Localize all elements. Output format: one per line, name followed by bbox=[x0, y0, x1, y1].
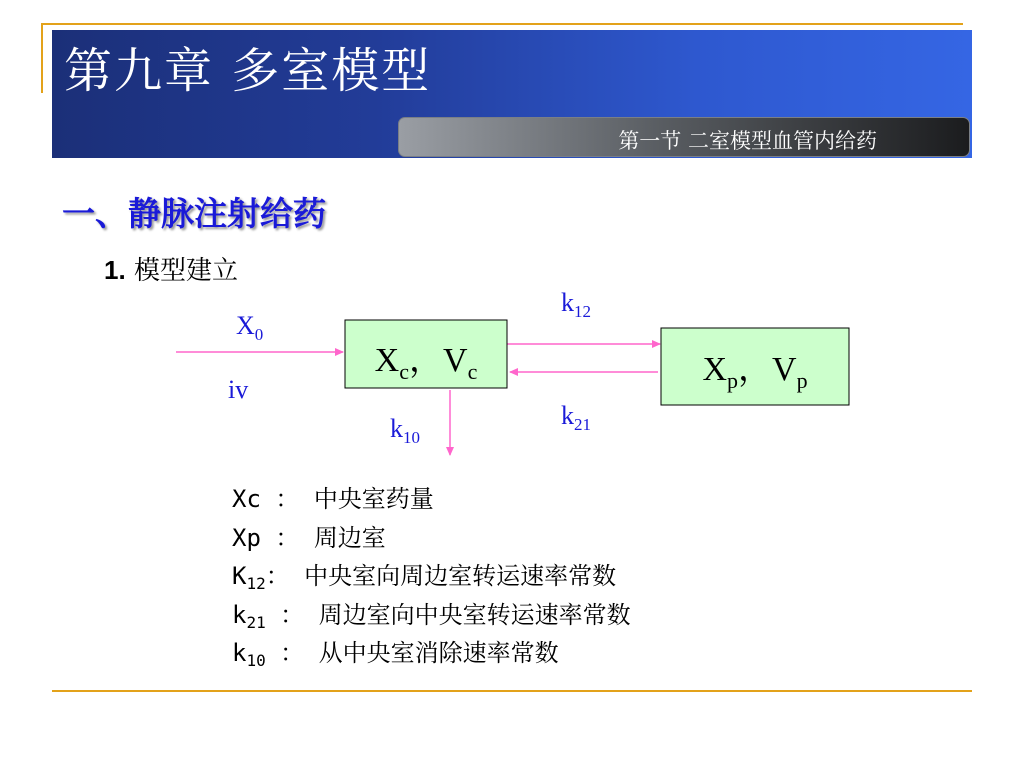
subheading-number: 1. bbox=[104, 255, 126, 285]
section-label-text: 第一节 二室模型血管内给药 bbox=[618, 129, 877, 153]
k21-label: $k_{21}$ bbox=[561, 401, 591, 434]
page-title: 第九章 多室模型 bbox=[64, 43, 432, 99]
route-label: iv bbox=[228, 375, 249, 404]
legend-item-k10: $k_{10}$ ： 从中央室消除速率常数 bbox=[232, 639, 559, 670]
section-heading: 一、静脉注射给药 bbox=[62, 194, 326, 233]
legend-item-xc: Xc ： 中央室药量 bbox=[232, 485, 434, 513]
peripheral-compartment-label: $X_p$，$V_p$ bbox=[702, 351, 808, 393]
dose-label: $X_0$ bbox=[236, 311, 264, 344]
k12-label: $k_{12}$ bbox=[561, 288, 591, 321]
legend-list bbox=[232, 480, 631, 673]
subheading-text: 模型建立 bbox=[125, 256, 238, 286]
legend-item-xp: Xp ： 周边室 bbox=[232, 523, 386, 552]
legend-item-k12: $K_{12}$： 中央室向周边室转运速率常数 bbox=[232, 562, 617, 593]
central-compartment-label: $X_c$，$V_c$ bbox=[374, 342, 478, 384]
legend-item-k21: $k_{21}$ ： 周边室向中央室转运速率常数 bbox=[232, 600, 631, 632]
k10-label: $k_{10}$ bbox=[390, 414, 420, 447]
